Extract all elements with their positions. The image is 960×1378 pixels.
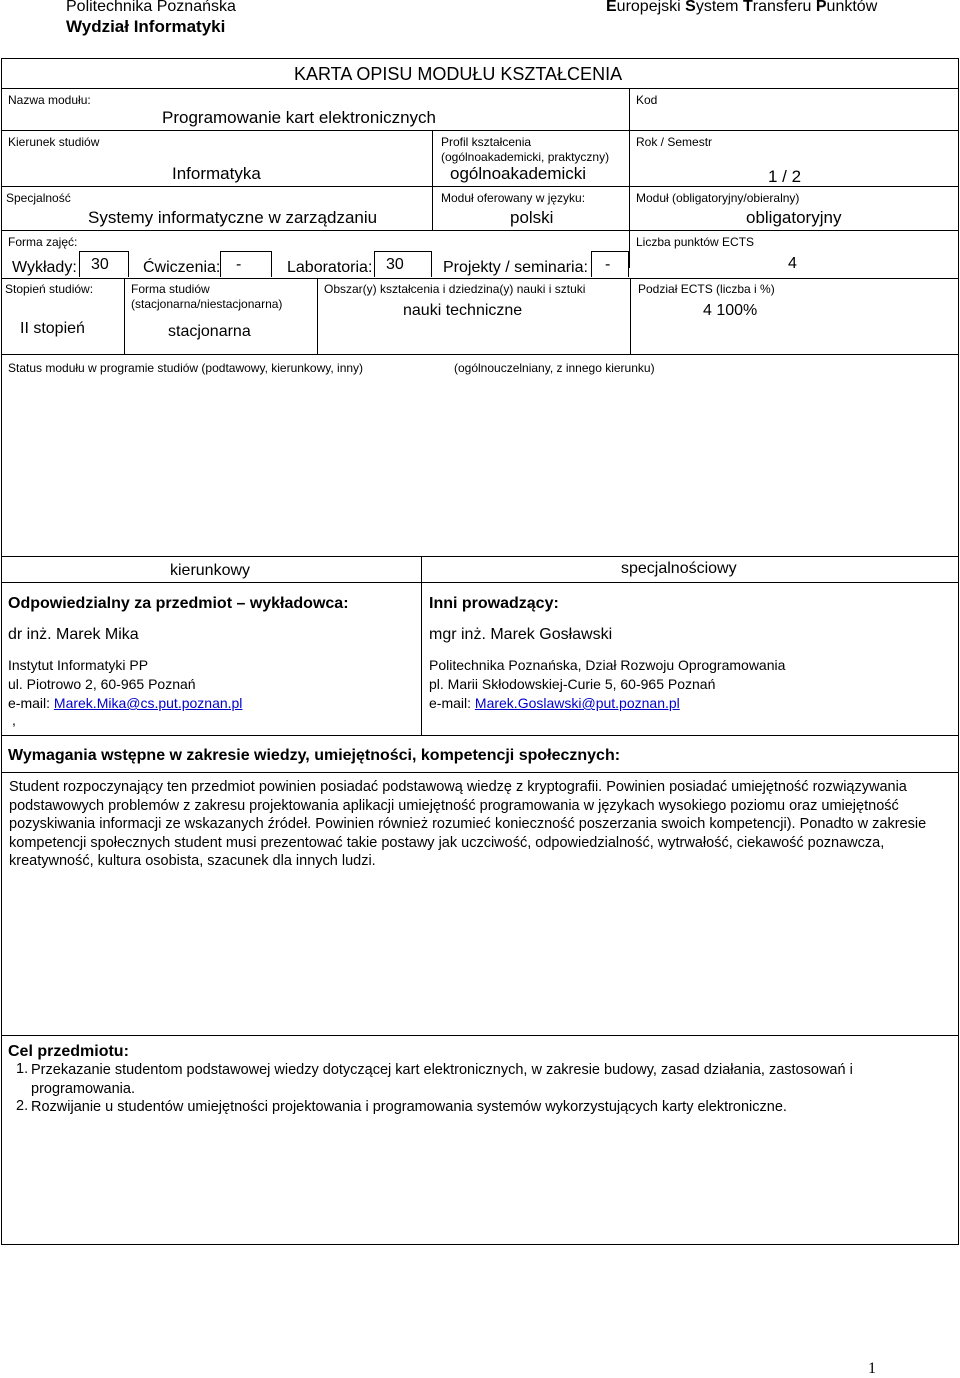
status-value: kierunkowy [170,562,251,579]
lectures-hours: 30 [91,256,109,273]
specialty: Systemy informatyczne w zarządzaniu [88,208,378,227]
status-label-secondary: (ogólnouczelniany, z innego kierunku) [454,361,655,375]
other-lecturer-institute: Politechnika Poznańska, Dział Rozwoju Oprogramowania [429,657,786,673]
specialty-label: Specjalność [6,191,71,205]
labs-label: Laboratoria: [287,259,373,276]
main-lecturer-extra: , [12,712,16,728]
study-level: II stopień [20,320,85,337]
other-lecturer-name: mgr inż. Marek Gosławski [429,626,613,643]
area: nauki techniczne [403,302,523,319]
other-lecturer-email-link[interactable]: Marek.Goslawski@put.poznan.pl [474,695,680,711]
module-name-label: Nazwa modułu: [8,93,91,107]
language: polski [510,208,554,227]
module-type: obligatoryjny [746,208,842,227]
direction-label: Kierunek studiów [8,135,100,149]
page-number: 1 [868,1360,876,1377]
direction: Informatyka [172,164,261,183]
area-label: Obszar(y) kształcenia i dziedzina(y) nauki i sztuki [324,282,586,296]
faculty-name: Wydział Informatyki [66,17,226,36]
requirements-text: Student rozpoczynający ten przedmiot powinien posiadać podstawową wiedzę z kryptografii. Powinien posiadać umiejętność rozwiązywania podstawowych problemów z zakresu projektowania aplikacji umiejętność programowania w językach wysokiego poziomu oraz umiejętność pozyskiwania informacji ze wskazanych źródeł. Powinien również rozumieć konieczność poszerzania swoich kompetencji). Ponadto w zakresie kompetencji społecznych student musi prezentować takie postawy jak uczciwość, odpowiedzialność, wytrwałość, ciekawość poznawcza, kreatywność, kultura osobista, szacunek dla innych ludzi. [9,779,927,869]
study-form-label-hint: (stacjonarna/niestacjonarna) [131,297,283,311]
main-lecturer-email-line: e-mail: Marek.Mika@cs.put.poznan.pl [8,695,243,711]
other-lecturer-email-line: e-mail: Marek.Goslawski@put.poznan.pl [429,695,680,711]
year-semester: 1 / 2 [768,167,802,186]
level-label: Stopień studiów: [5,282,94,296]
goal-item-2: Rozwijanie u studentów umiejętności projektowania i programowania systemów wykorzystujących karty elektroniczne. [31,1099,787,1115]
exercises-box [220,251,272,277]
study-form: stacjonarna [168,323,251,340]
status-label: Status modułu w programie studiów (podtawowy, kierunkowy, inny) [8,361,364,375]
card-title: KARTA OPISU MODUŁU KSZTAŁCENIA [294,64,623,84]
exercises-hours: - [236,256,242,273]
code-label: Kod [636,93,658,107]
main-lecturer-label: Odpowiedzialny za przedmiot – wykładowca: [8,595,349,612]
goal-number-1: 1. [16,1061,29,1077]
study-form-label: Forma studiów [131,282,210,296]
module-type-label: Moduł (obligatoryjny/obieralny) [636,191,800,205]
profile: ogólnoakademicki [450,164,587,183]
profile-label-hint: (ogólnoakademicki, praktyczny) [441,150,610,164]
ects-split: 4 100% [703,302,758,319]
other-lecturer-address: pl. Marii Skłodowskiej-Curie 5, 60-965 Poznań [429,676,716,692]
status-value-secondary: specjalnościowy [621,560,737,577]
profile-label: Profil kształcenia [441,135,532,149]
lectures-label: Wykłady: [12,259,77,276]
goals-heading: Cel przedmiotu: [8,1043,129,1060]
main-lecturer-address: ul. Piotrowo 2, 60-965 Poznań [8,676,196,692]
university-name: Politechnika Poznańska [66,0,236,15]
forms-label: Forma zajęć: [8,235,78,249]
year-semester-label: Rok / Semestr [636,135,713,149]
module-name: Programowanie kart elektronicznych [162,108,437,127]
language-label: Moduł oferowany w języku: [441,191,586,205]
exercises-label: Ćwiczenia: [143,259,221,276]
main-lecturer-name: dr inż. Marek Mika [8,626,139,643]
ects-split-label: Podział ECTS (liczba i %) [638,282,775,296]
requirements-heading: Wymagania wstępne w zakresie wiedzy, umiejętności, kompetencji społecznych: [8,747,621,764]
ects-points: 4 [788,255,797,272]
ects-system-title: Europejski System Transferu Punktów [606,0,878,15]
goal-number-2: 2. [16,1098,29,1114]
ects-points-label: Liczba punktów ECTS [636,235,755,249]
projects-hours: - [605,256,611,273]
other-lecturers-label: Inni prowadzący: [429,595,559,612]
labs-hours: 30 [386,256,404,273]
goal-item-1: Przekazanie studentom podstawowej wiedzy dotyczącej kart elektronicznych, w zakresie budowy, zasad działania, zastosowań i programowania. [31,1062,853,1097]
main-lecturer-institute: Instytut Informatyki PP [8,657,149,673]
main-lecturer-email-link[interactable]: Marek.Mika@cs.put.poznan.pl [53,695,243,711]
projects-label: Projekty / seminaria: [443,259,588,276]
